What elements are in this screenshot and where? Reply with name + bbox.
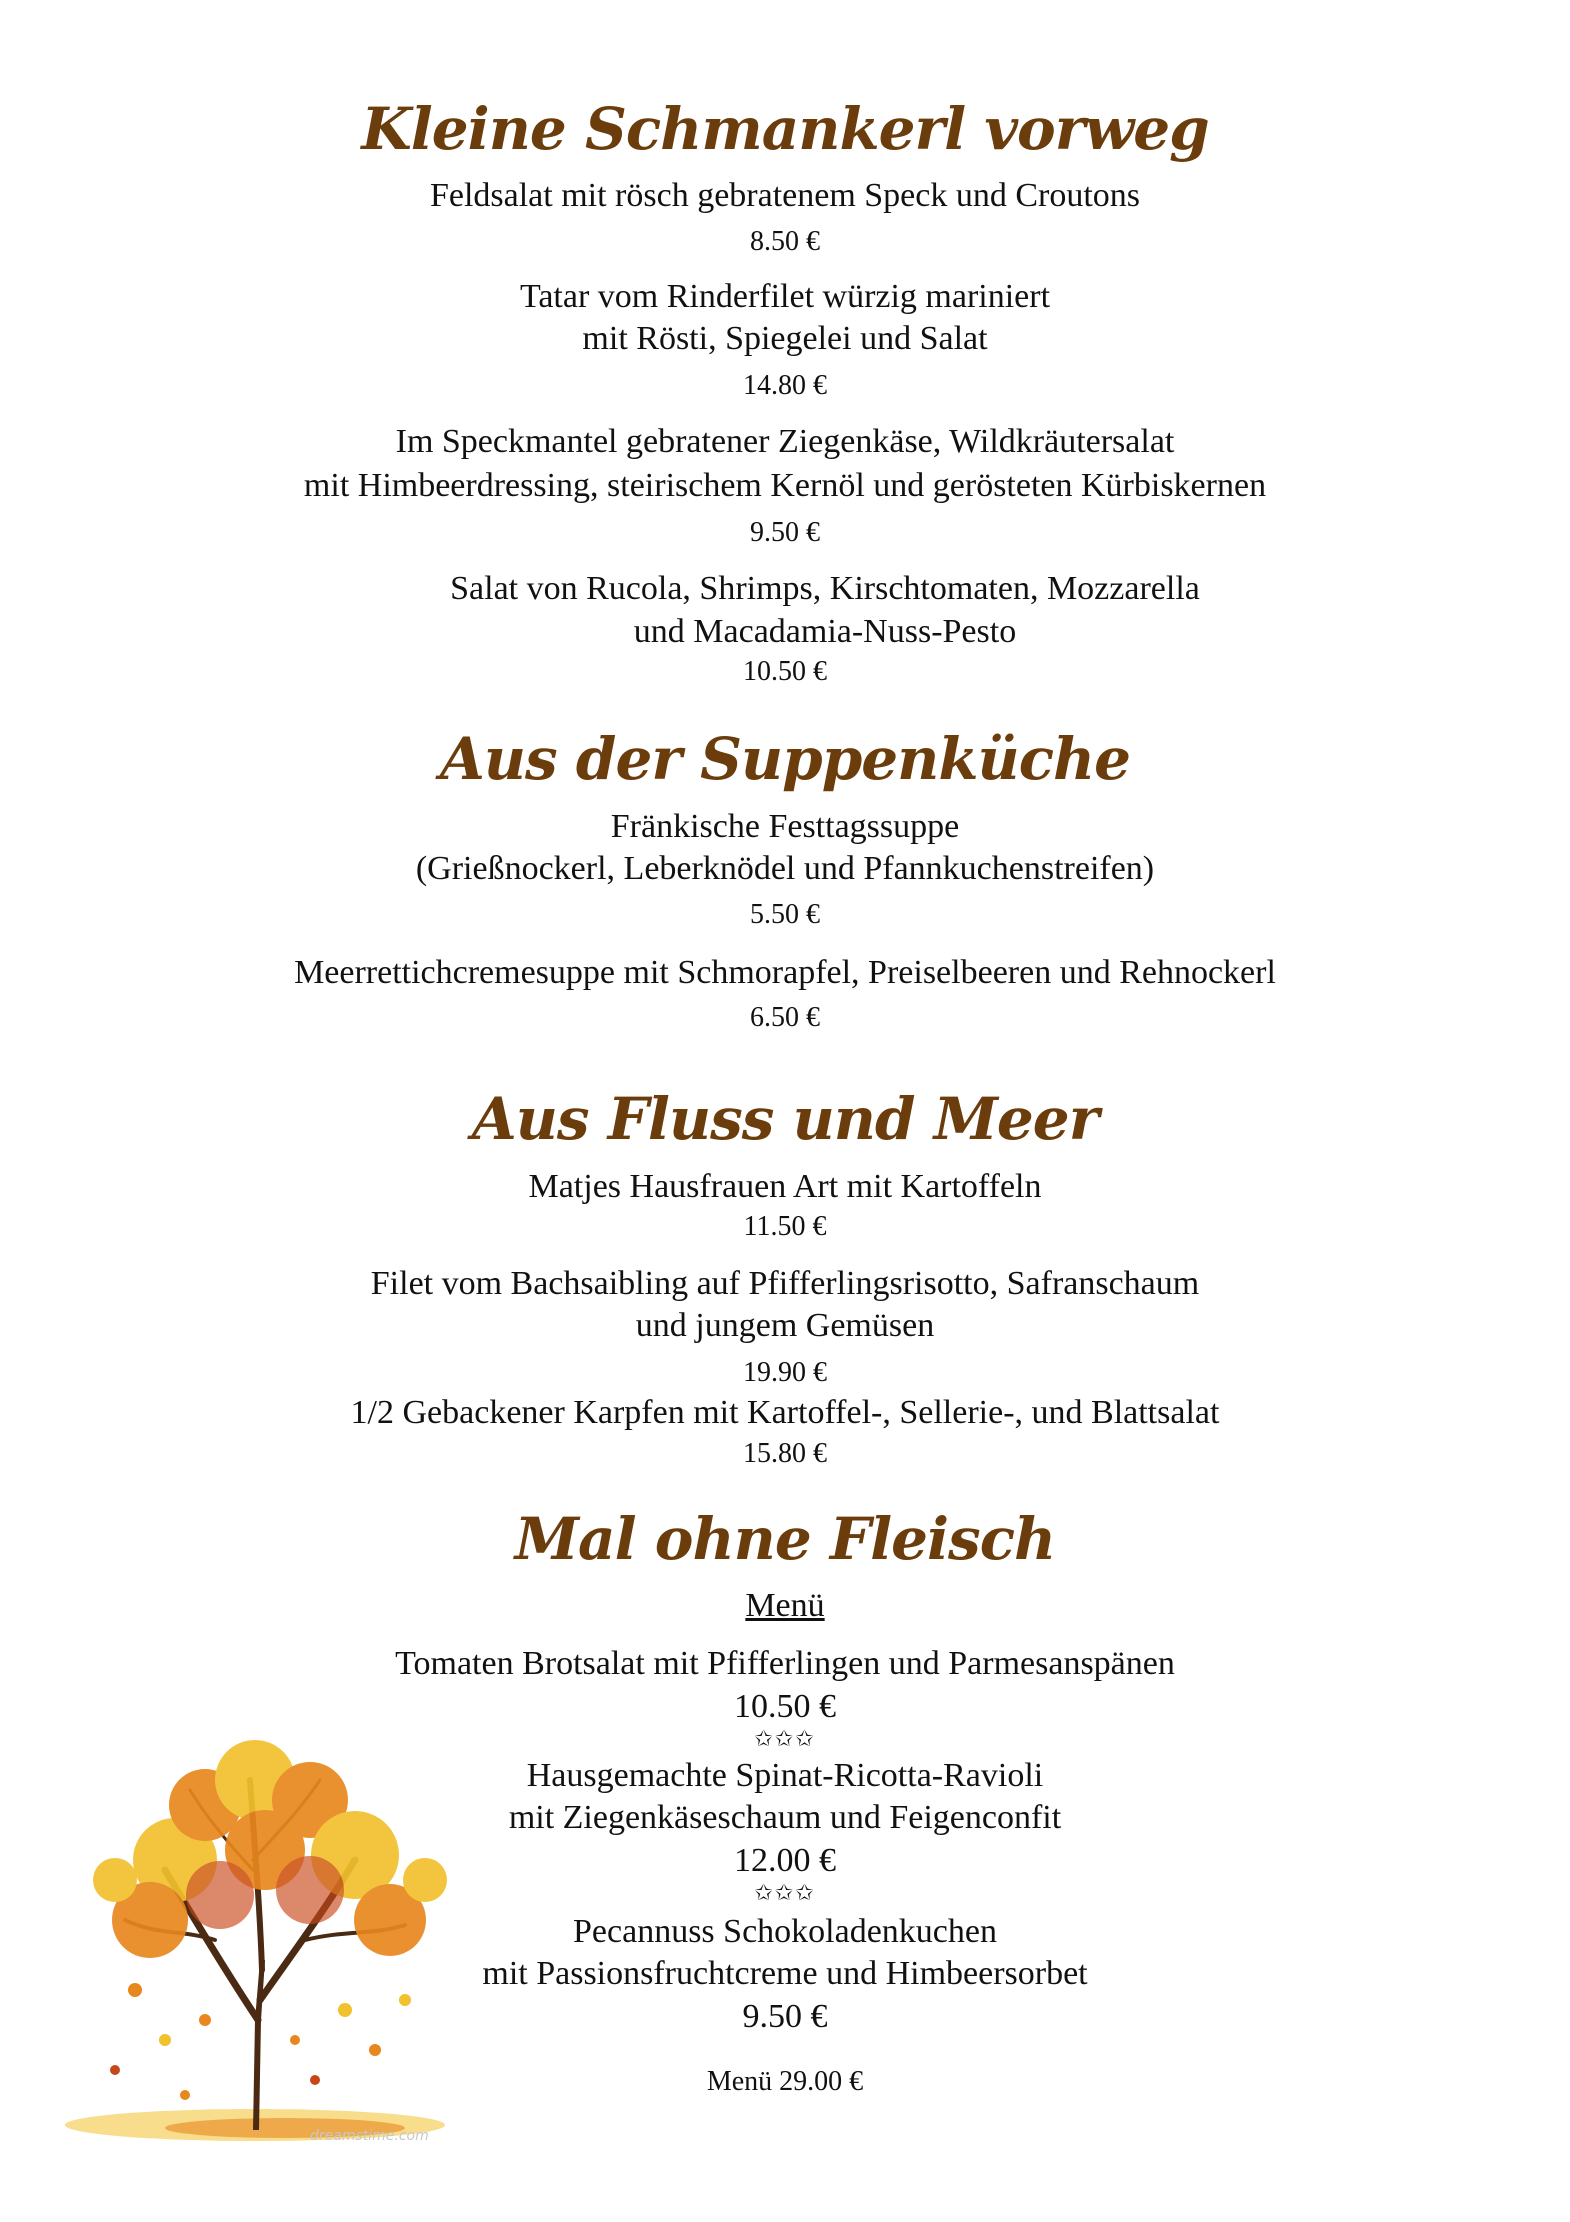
dish-price: 10.50 € [743, 656, 827, 687]
dish-line: Feldsalat mit rösch gebratenem Speck und Croutons [429, 177, 1141, 214]
dish-price: 15.80 € [743, 1438, 827, 1469]
section-heading-soups: Aus der Suppenküche [439, 725, 1131, 793]
dish-line: Tomaten Brotsalat mit Pfifferlingen und Parmesanspänen [395, 1645, 1175, 1682]
dish-price: 6.50 € [750, 1002, 820, 1033]
dish-line: 1/2 Gebackener Karpfen mit Kartoffel-, Sellerie-, und Blattsalat [350, 1394, 1220, 1431]
dish-line: Im Speckmantel gebratener Ziegenkäse, Wildkräutersalat [395, 423, 1175, 460]
dish-line: und jungem Gemüsen [635, 1307, 935, 1344]
dish-line: Fränkische Festtagssuppe [610, 808, 960, 845]
dish-line: Tatar vom Rinderfilet würzig mariniert [519, 278, 1051, 315]
dish-price: 10.50 € [734, 1688, 836, 1725]
dish-line: mit Rösti, Spiegelei und Salat [582, 320, 988, 357]
dish-line: Meerrettichcremesuppe mit Schmorapfel, Preiselbeeren und Rehnockerl [294, 954, 1276, 991]
dish-line: Pecannuss Schokoladenkuchen [573, 1913, 997, 1950]
dish-line: mit Ziegenkäseschaum und Feigenconfit [508, 1799, 1062, 1836]
autumn-tree-illustration [55, 1720, 485, 2150]
dish-price: 9.50 € [742, 1998, 828, 2035]
dish-line: mit Passionsfruchtcreme und Himbeersorbet [482, 1955, 1088, 1992]
dish-line: Matjes Hausfrauen Art mit Kartoffeln [528, 1168, 1042, 1205]
watermark: dreamstime.com [310, 2128, 429, 2144]
dish-line: mit Himbeerdressing, steirischem Kernöl und gerösteten Kürbiskernen [303, 467, 1267, 504]
separator-stars: ✩✩✩ [754, 1727, 816, 1752]
separator-stars: ✩✩✩ [754, 1881, 816, 1906]
tree-icon [55, 1720, 485, 2150]
dish-line: Hausgemachte Spinat-Ricotta-Ravioli [526, 1757, 1044, 1794]
dish-price: 19.90 € [743, 1357, 827, 1388]
section-heading-fish: Aus Fluss und Meer [471, 1085, 1099, 1153]
dish-price: 5.50 € [750, 899, 820, 930]
dish-price: 14.80 € [743, 370, 827, 401]
dish-price: 11.50 € [743, 1211, 827, 1242]
dish-price: 12.00 € [734, 1842, 836, 1879]
menu-total-price: Menü 29.00 € [706, 2066, 864, 2097]
section-heading-vegetarian: Mal ohne Fleisch [514, 1505, 1056, 1573]
dish-price: 8.50 € [750, 226, 820, 257]
dish-line: und Macadamia-Nuss-Pesto [633, 613, 1017, 650]
menu-subheading: Menü [745, 1587, 825, 1624]
dish-line: Filet vom Bachsaibling auf Pfifferlingsrisotto, Safranschaum [370, 1265, 1200, 1302]
dish-price: 9.50 € [750, 517, 820, 548]
dish-line: Salat von Rucola, Shrimps, Kirschtomaten, Mozzarella [450, 570, 1200, 607]
section-heading-starters: Kleine Schmankerl vorweg [361, 95, 1209, 163]
dish-line: (Grießnockerl, Leberknödel und Pfannkuchenstreifen) [415, 850, 1155, 887]
